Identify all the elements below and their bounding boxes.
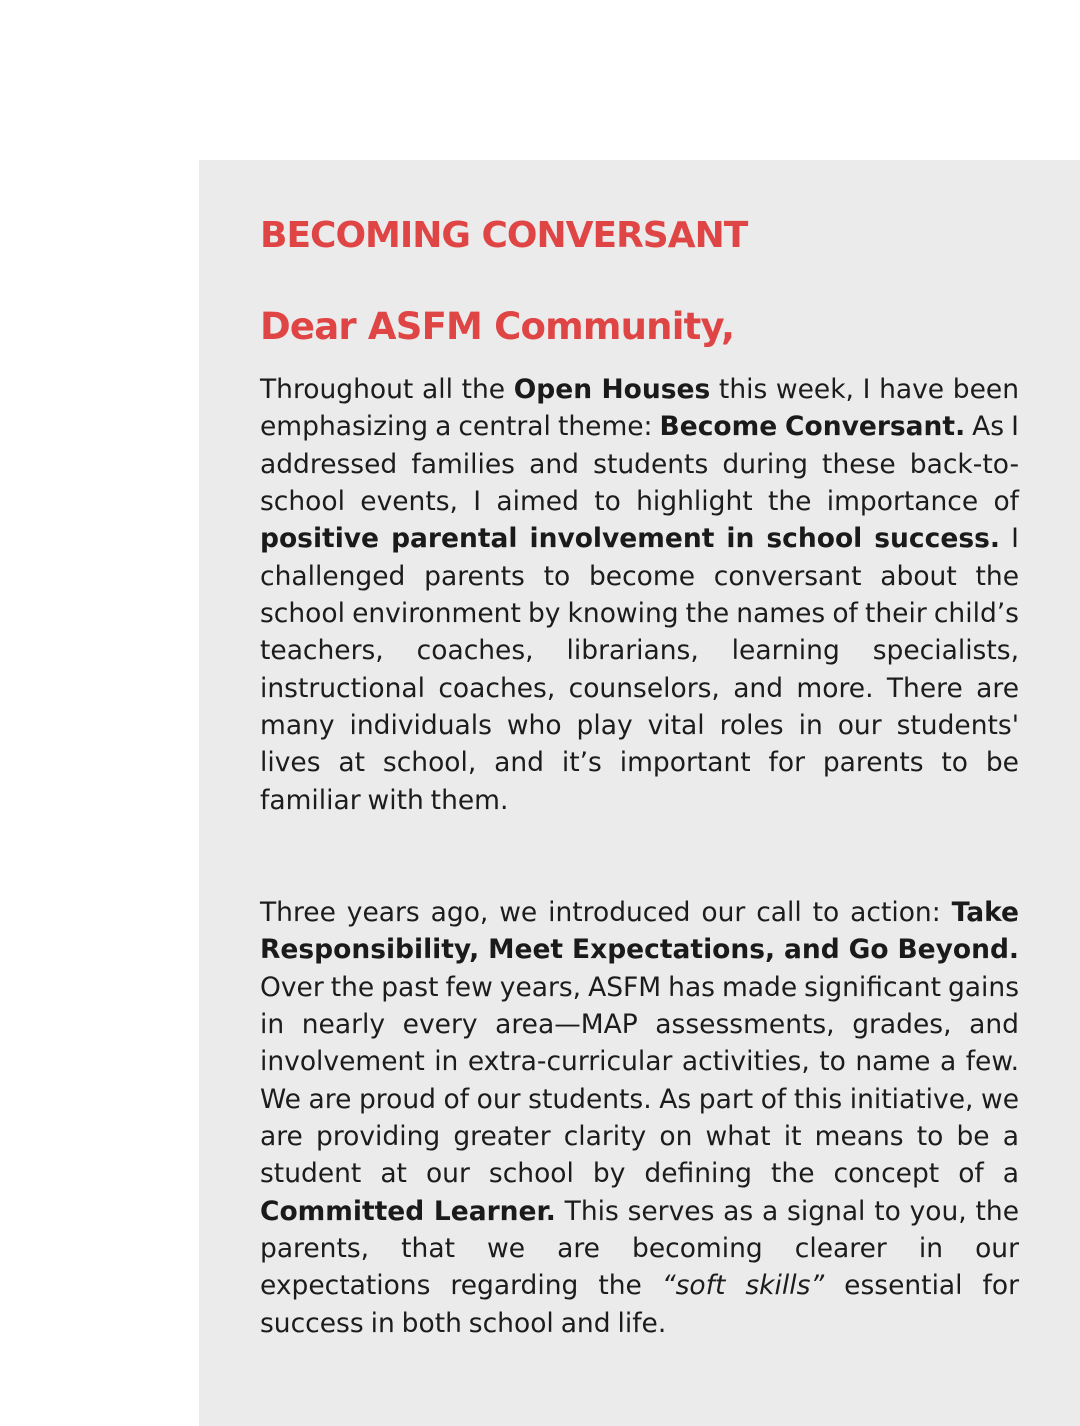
emphasis-text: positive parental involvement in school success. (260, 523, 1000, 555)
paragraph-text: Throughout all the (260, 374, 514, 405)
paragraph-text: Over the past few years, ASFM has made significant gains in nearly every area—MAP assessments, grades, and involvement in extra-curricular activities, to name a few. We are proud of our students. As part of this initiative, we are providing greater clarity on what it means to be a student at our school by defining the concept of a (260, 971, 1019, 1190)
section-kicker: BECOMING CONVERSANT (260, 215, 748, 256)
emphasis-text: Take Responsibility, Meet Expectations, and Go Beyond. (260, 897, 1019, 966)
paragraph-text: Three years ago, we introduced our call to action: (260, 897, 952, 928)
letter-paragraph-1 (260, 371, 1019, 819)
letter-paragraph-2 (260, 894, 1019, 1342)
emphasis-text: Committed Learner. (260, 1195, 556, 1227)
paragraph-text: essential for success in both school and life. (260, 1270, 1019, 1339)
paragraph-text: This serves as a signal to you, the parents, that we are becoming clearer in our expectations regarding the (260, 1195, 1019, 1302)
emphasis-text: Open Houses (513, 374, 711, 405)
paragraph-text: this week, I have been emphasizing a central theme: (260, 374, 1019, 443)
paragraph-text: I challenged parents to become conversant about the school environment by knowing the names of their child’s teachers, coaches, librarians, learning specialists, instructional coaches, counselors, and more. There are many individuals who play vital roles in our students' lives at school, and it’s important for parents to be familiar with them. (260, 523, 1019, 816)
italic-text: “soft skills” (661, 1270, 825, 1302)
emphasis-text: Become Conversant. (659, 411, 966, 443)
letter-salutation: Dear ASFM Community, (260, 305, 735, 348)
paragraph-text: As I addressed families and students during these back-to-school events, I aimed to highlight the importance of (260, 411, 1019, 518)
